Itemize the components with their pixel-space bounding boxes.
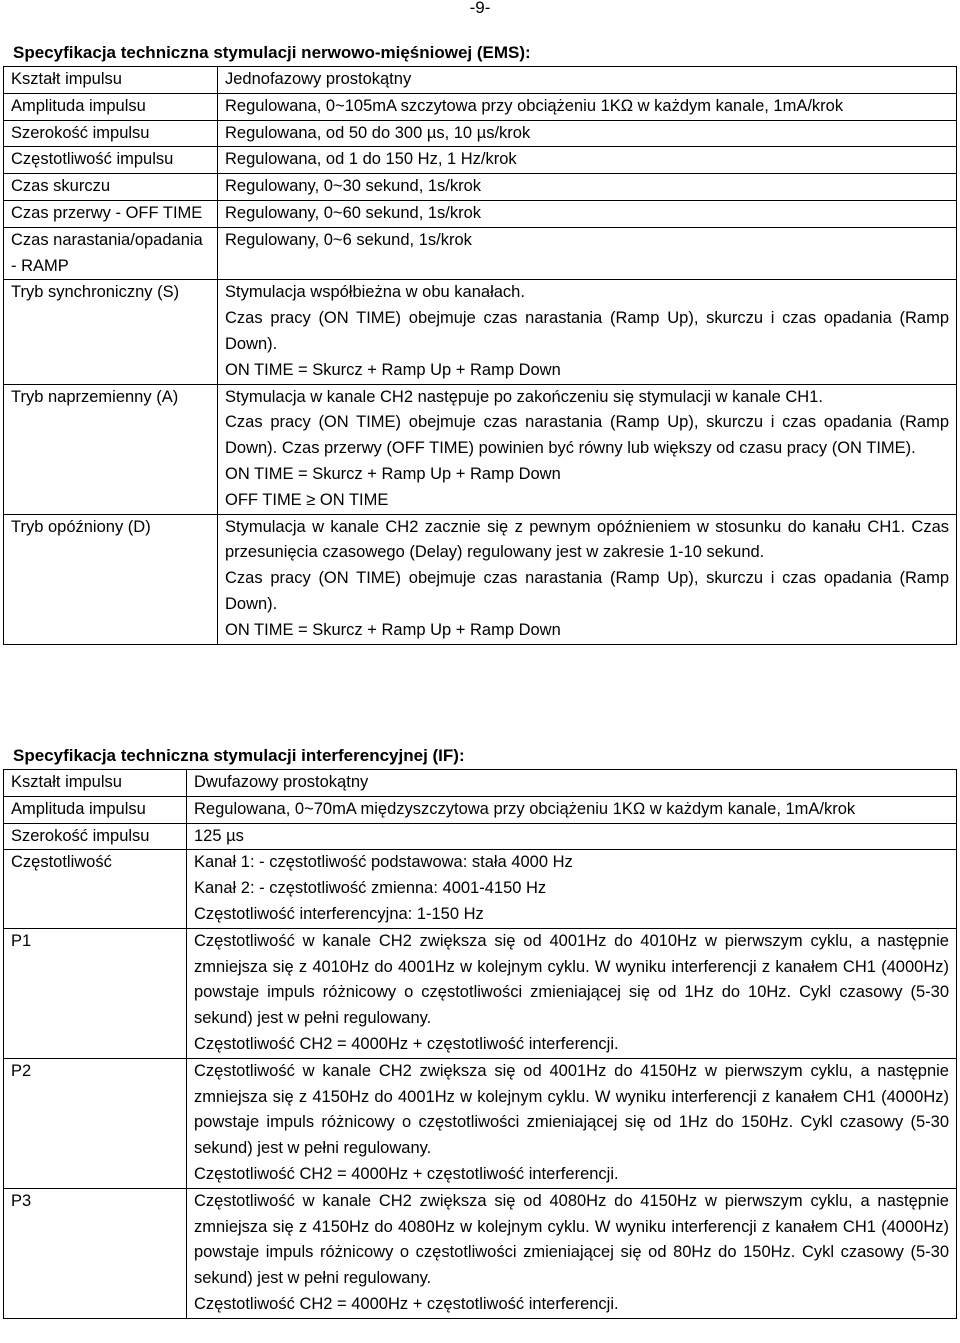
spec-value-line: ON TIME = Skurcz + Ramp Up + Ramp Down xyxy=(225,620,561,639)
spec-value-line: Stymulacja w kanale CH2 zacznie się z pewnym opóźnieniem w stosunku do kanału CH1. Czas przesunięcia czasowego (Delay) regulowany jest w zakresie 1-10 sekund. xyxy=(225,517,949,562)
spec-value-line: Regulowany, 0~30 sekund, 1s/krok xyxy=(225,177,482,196)
spec-value xyxy=(187,796,957,823)
spec-label: Tryb naprzemienny (A) xyxy=(4,384,218,514)
spec-value xyxy=(187,928,957,1058)
spec-label: Tryb opóźniony (D) xyxy=(4,514,218,644)
spec-value-line: Częstotliwość w kanale CH2 zwiększa się od 4080Hz do 4150Hz w pierwszym cyklu, a następnie zmniejsza się z 4150Hz do 4080Hz w kolejnym cyklu. W wyniku interferencji z kanałem CH1 (4000Hz) powstaje impuls różnicowy o częstotliwości zmieniającej się od 80Hz do 150Hz. Cykl czasowy (5-30 sekund) jest w pełni regulowany. xyxy=(194,1191,949,1288)
spec-value xyxy=(218,174,957,201)
spec-value-line: OFF TIME ≥ ON TIME xyxy=(225,490,389,509)
spec-row xyxy=(4,147,957,174)
spec-label: Częstotliwość impulsu xyxy=(4,147,218,174)
page-number: -9- xyxy=(469,0,491,17)
spec-row xyxy=(4,928,957,1058)
spec-row xyxy=(4,227,957,280)
spec-value-line: Jednofazowy prostokątny xyxy=(225,70,412,88)
spec-value xyxy=(187,823,957,850)
spec-value xyxy=(187,850,957,928)
spec-label: Częstotliwość xyxy=(4,850,187,928)
spec-row xyxy=(4,120,957,147)
spec-value-line: Kanał 2: - częstotliwość zmienna: 4001-4150 Hz xyxy=(194,879,547,898)
spec-row xyxy=(4,93,957,120)
spec-label: Amplituda impulsu xyxy=(4,93,218,120)
ems-title: Specyfikacja techniczna stymulacji nerwowo-mięśniowej (EMS): xyxy=(13,43,531,62)
spec-value-line: Dwufazowy prostokątny xyxy=(194,773,369,791)
spec-value xyxy=(218,514,957,644)
spec-label: P3 xyxy=(4,1188,187,1318)
spec-label: P1 xyxy=(4,928,187,1058)
spec-value-line: Częstotliwość w kanale CH2 zwiększa się od 4001Hz do 4010Hz w pierwszym cyklu, a następnie zmniejsza się z 4010Hz do 4001Hz w kolejnym cyklu. W wyniku interferencji z kanałem CH1 (4000Hz) powstaje impuls różnicowy o częstotliwości zmieniającej się od 1Hz do 10Hz. Cykl czasowy (5-30 sekund) jest w pełni regulowany. xyxy=(194,931,949,1028)
if-table xyxy=(3,769,957,1319)
spec-value-line: Regulowana, od 1 do 150 Hz, 1 Hz/krok xyxy=(225,150,517,169)
spec-label: Czas narastania/opadania - RAMP xyxy=(4,227,218,280)
spec-label: P2 xyxy=(4,1058,187,1188)
spec-value-line: Regulowany, 0~60 sekund, 1s/krok xyxy=(225,203,482,222)
spec-value-line: Częstotliwość CH2 = 4000Hz + częstotliwość interferencji. xyxy=(194,1034,619,1053)
spec-row xyxy=(4,823,957,850)
spec-label: Kształt impulsu xyxy=(4,770,187,797)
spec-label: Amplituda impulsu xyxy=(4,796,187,823)
spec-value xyxy=(218,280,957,384)
spec-value xyxy=(218,147,957,174)
spec-value xyxy=(218,120,957,147)
spec-label: Czas przerwy - OFF TIME xyxy=(4,200,218,227)
spec-value xyxy=(187,770,957,797)
spec-value-line: 125 µs xyxy=(194,826,244,845)
spec-value-line: Czas pracy (ON TIME) obejmuje czas narastania (Ramp Up), skurczu i czas opadania (Ramp Down). xyxy=(225,309,949,353)
spec-value xyxy=(187,1058,957,1188)
spec-row xyxy=(4,1188,957,1318)
spec-label: Szerokość impulsu xyxy=(4,823,187,850)
spec-row xyxy=(4,850,957,928)
if-title: Specyfikacja techniczna stymulacji interferencyjnej (IF): xyxy=(13,746,465,765)
spec-row xyxy=(4,174,957,201)
spec-value-line: Stymulacja w kanale CH2 następuje po zakończeniu się stymulacji w kanale CH1. xyxy=(225,387,823,406)
spec-value xyxy=(187,1188,957,1318)
ems-section xyxy=(3,43,957,645)
spec-value-line: Regulowany, 0~6 sekund, 1s/krok xyxy=(225,230,472,249)
ems-table xyxy=(3,66,957,645)
spec-row xyxy=(4,200,957,227)
spec-value xyxy=(218,93,957,120)
spec-value-line: Regulowana, 0~105mA szczytowa przy obciążeniu 1KΩ w każdym kanale, 1mA/krok xyxy=(225,96,844,115)
spec-value-line: ON TIME = Skurcz + Ramp Up + Ramp Down xyxy=(225,360,561,379)
spec-row xyxy=(4,384,957,514)
spec-value-line: Regulowana, od 50 do 300 µs, 10 µs/krok xyxy=(225,123,531,142)
if-section xyxy=(3,746,957,1319)
spec-value-line: Stymulacja współbieżna w obu kanałach. xyxy=(225,283,525,302)
spec-row xyxy=(4,280,957,384)
spec-row xyxy=(4,67,957,94)
spec-value-line: ON TIME = Skurcz + Ramp Up + Ramp Down xyxy=(225,464,561,483)
spec-label: Czas skurczu xyxy=(4,174,218,201)
spec-row xyxy=(4,514,957,644)
spec-value-line: Kanał 1: - częstotliwość podstawowa: stała 4000 Hz xyxy=(194,853,573,872)
spec-value-line: Regulowana, 0~70mA międzyszczytowa przy obciążeniu 1KΩ w każdym kanale, 1mA/krok xyxy=(194,799,856,818)
spec-value-line: Czas pracy (ON TIME) obejmuje czas narastania (Ramp Up), skurczu i czas opadania (Ramp Down). Czas przerwy (OFF TIME) powinien być równy lub większy od czasu pracy (ON TIME). xyxy=(225,413,949,458)
spec-value-line: Częstotliwość CH2 = 4000Hz + częstotliwość interferencji. xyxy=(194,1294,619,1313)
spec-label: Kształt impulsu xyxy=(4,67,218,94)
spec-row xyxy=(4,796,957,823)
spec-label: Szerokość impulsu xyxy=(4,120,218,147)
spec-row xyxy=(4,1058,957,1188)
spec-value-line: Czas pracy (ON TIME) obejmuje czas narastania (Ramp Up), skurczu i czas opadania (Ramp Down). xyxy=(225,569,949,613)
spec-value-line: Częstotliwość w kanale CH2 zwiększa się od 4001Hz do 4150Hz w pierwszym cyklu, a następnie zmniejsza się z 4150Hz do 4001Hz w kolejnym cyklu. W wyniku interferencji z kanałem CH1 (4000Hz) powstaje impuls różnicowy o częstotliwości zmieniającej się od 1Hz do 150Hz. Cykl czasowy (5-30 sekund) jest w pełni regulowany. xyxy=(194,1061,949,1158)
spec-value xyxy=(218,67,957,94)
spec-value xyxy=(218,384,957,514)
spec-value xyxy=(218,200,957,227)
spec-value xyxy=(218,227,957,280)
spec-row xyxy=(4,770,957,797)
spec-label: Tryb synchroniczny (S) xyxy=(4,280,218,384)
spec-value-line: Częstotliwość CH2 = 4000Hz + częstotliwość interferencji. xyxy=(194,1164,619,1183)
spec-value-line: Częstotliwość interferencyjna: 1-150 Hz xyxy=(194,904,484,923)
